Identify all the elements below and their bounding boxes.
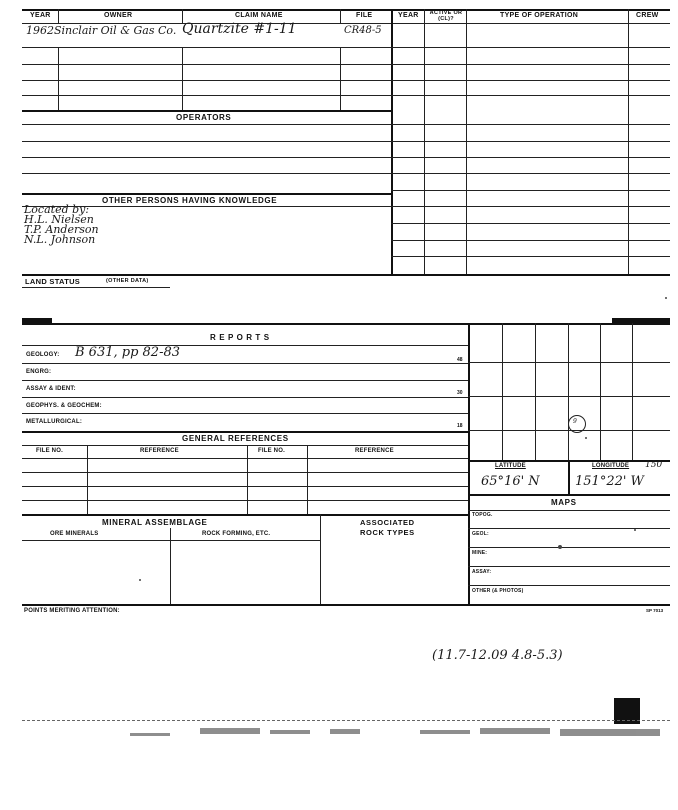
gr-header-reference-2: REFERENCE [355, 448, 394, 454]
reports-title: R E P O R T S [210, 333, 270, 342]
entry-file: CR48-5 [344, 25, 382, 36]
longitude-value: 151°22' W [575, 474, 644, 489]
associated-line2: ROCK TYPES [360, 528, 415, 537]
rock-forming-label: ROCK FORMING, ETC. [202, 531, 271, 537]
longitude-label: LONGITUDE [592, 463, 630, 469]
header-claim-name: CLAIM NAME [235, 12, 283, 19]
general-references-title: GENERAL REFERENCES [182, 434, 289, 443]
handwritten-note: (11.7-12.09 4.8-5.3) [432, 648, 563, 663]
associated-line1: ASSOCIATED [360, 518, 415, 527]
metallurgical-label: METALLURGICAL: [26, 419, 83, 425]
other-persons-line: Located by: [24, 203, 90, 216]
other-persons-line: N.L. Johnson [24, 233, 96, 246]
operators-title: OPERATORS [176, 113, 232, 122]
maps-assay: ASSAY: [472, 569, 492, 575]
maps-geol: GEOL: [472, 531, 489, 537]
latitude-value: 65°16' N [481, 474, 540, 489]
geology-label: GEOLOGY: [26, 352, 60, 358]
header-year: YEAR [30, 12, 51, 19]
land-status-label: LAND STATUS [25, 277, 81, 286]
row-number: 30 [457, 390, 463, 396]
entry-owner: Sinclair Oil & Gas Co. [54, 24, 177, 37]
ore-minerals-label: ORE MINERALS [50, 531, 99, 537]
header-year-2: YEAR [398, 12, 419, 19]
longitude-prefix: 150 [645, 460, 663, 470]
maps-mine: MINE: [472, 550, 488, 556]
entry-claim: Quartzite #1-11 [182, 21, 297, 37]
engrg-label: ENGRG: [26, 369, 52, 375]
other-persons-line: H.L. Nielsen [24, 213, 94, 226]
header-file: FILE [356, 12, 373, 19]
header-crew: CREW [636, 12, 659, 19]
header-active: ACTIVE OR (CL)? [429, 10, 463, 22]
gr-header-file-no-2: FILE NO. [258, 448, 285, 454]
header-type-of-operation: TYPE OF OPERATION [500, 12, 579, 19]
header-owner: OWNER [104, 12, 133, 19]
land-status-sub: (OTHER DATA) [106, 278, 149, 284]
row-number: 18 [457, 423, 463, 429]
maps-other: OTHER (& PHOTOS) [472, 588, 524, 594]
maps-topog: TOPOG. [472, 512, 493, 518]
grid-location-mark: 9 [573, 418, 577, 425]
other-persons-line: T.P. Anderson [24, 223, 99, 236]
maps-title: MAPS [551, 498, 577, 507]
assay-label: ASSAY & IDENT: [26, 386, 76, 392]
row-number: 48 [457, 357, 463, 363]
gr-header-file-no: FILE NO. [36, 448, 63, 454]
gr-header-reference: REFERENCE [140, 448, 179, 454]
entry-year: 1962 [26, 24, 54, 37]
mineral-assemblage-title: MINERAL ASSEMBLAGE [102, 518, 208, 527]
other-persons-title: OTHER PERSONS HAVING KNOWLEDGE [102, 196, 278, 205]
geology-value: B 631, pp 82-83 [75, 345, 181, 360]
form-code: SP 7013 [646, 608, 664, 613]
points-meriting-attention-label: POINTS MERITING ATTENTION: [24, 608, 120, 614]
latitude-label: LATITUDE [495, 463, 526, 469]
geophys-label: GEOPHYS. & GEOCHEM: [26, 403, 102, 409]
